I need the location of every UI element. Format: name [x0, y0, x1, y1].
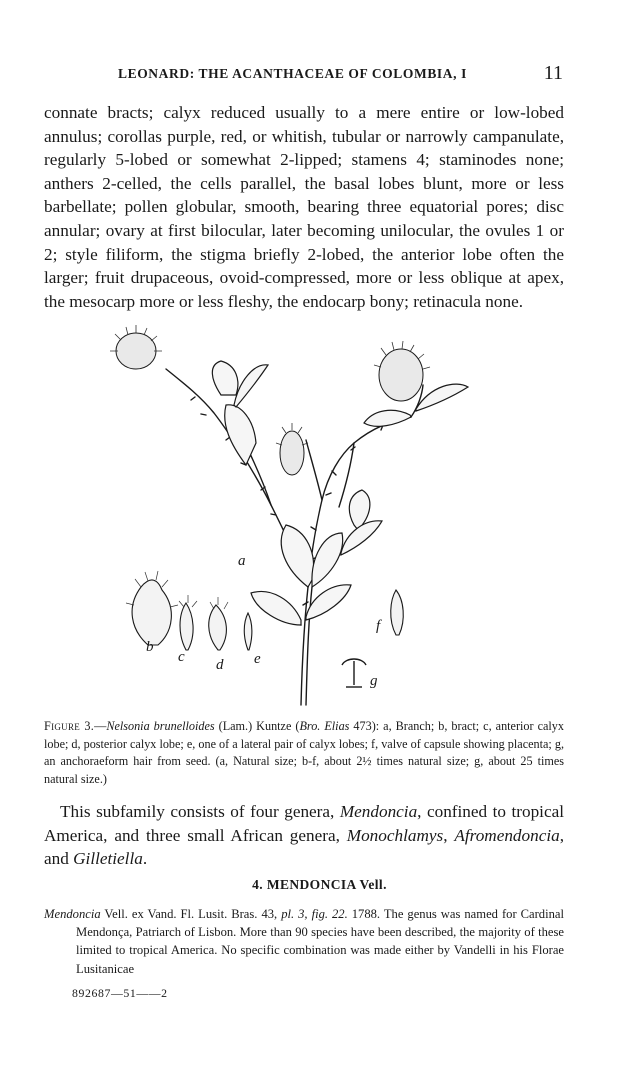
figure-label-b: b [146, 639, 154, 655]
p2-genus-1: Mendoncia [339, 802, 418, 821]
p2-genus-2: Monochlamys [346, 825, 444, 845]
leaf-lower-right [306, 585, 351, 620]
spike-top-right [379, 349, 423, 401]
detail-capsule-valve [391, 590, 404, 635]
p2-text-5: . [142, 849, 148, 868]
page-number: 11 [543, 62, 563, 84]
leaf-center-1 [281, 525, 313, 587]
figure-label-g: g [370, 673, 378, 689]
p3-citation: Vell. ex Vand. Fl. Lusit. Bras. 43, [100, 907, 282, 921]
spike-top-left [116, 333, 156, 369]
p3-rest: 1788. The genus was named for Cardinal Mendonça, Patriarch of Lisbon. More than 90 species have been described, the majority of these limited to tropical America. No specific combination was made either by Vandelli in his Florae Lusitanicae [76, 907, 564, 976]
leaf-lower-left [251, 592, 301, 625]
detail-anterior-calyx-lobe [180, 603, 193, 650]
detail-posterior-calyx-lobe [209, 605, 227, 650]
caption-label: Figure 3. [44, 719, 95, 733]
p2-text-1: This subfamily consists of four genera, [60, 802, 340, 821]
detail-lateral-calyx-lobe [244, 613, 252, 650]
p2-text-2: , confined to tropical America, and three small African genera, [44, 802, 564, 845]
subfamily-paragraph [44, 800, 564, 871]
figure-label-d: d [216, 657, 224, 673]
caption-authority: (Lam.) Kuntze ( [214, 719, 300, 733]
detail-bract [132, 580, 171, 645]
figure-caption: Figure 3.—Nelsonia brunelloides (Lam.) Kuntze (Bro. Elias 473): a, Branch; b, bract; c, anterior calyx lobe; d, posterior calyx lobe; e, one of a lateral pair of calyx lobes; f, valve of capsule showing placenta; g, an anchoraeform hair from seed. (a, Natural size; b-f, about 2½ times natural size; g, about 25 times natural size.) [44, 719, 564, 786]
caption-species: Nelsonia brunelloides [106, 719, 215, 733]
figure-label-a: a [238, 553, 246, 569]
genus-paragraph [44, 905, 564, 978]
p2-text-4: , and [44, 825, 565, 868]
leaf-top-left [234, 365, 268, 407]
botanical-illustration [96, 325, 516, 710]
leaf-top-right-1 [364, 410, 411, 426]
leaf-top-right-2 [416, 384, 468, 411]
p3-genus: Mendoncia [44, 907, 101, 921]
p3-plate: pl. 3, fig. 22. [281, 907, 348, 921]
description-paragraph: connate bracts; calyx reduced usually to a mere entire or low-lobed annulus; corollas purple, red, or whitish, tubular or narrowly campanulate, regularly 5-lobed or somewhat 2-lipped; stamens 4; staminodes none; anthers 2-celled, the cells parallel, the basal lobes blunt, more or less barbellate; pollen globular, smooth, bearing three equatorial pores; disc annular; ovary at first bilocular, later becoming unilocular, the ovules 1 or 2; style filiform, the stigma briefly 2-lobed, the anterior lobe often the larger; fruit drupaceous, ovoid-compressed, more or less oblique at apex, the mesocarp more or less fleshy, the endocarp bony; retinacula none. [44, 103, 564, 311]
figure-label-f: f [376, 618, 381, 634]
p2-text-3: , [443, 825, 455, 845]
leaf-right-upper [341, 521, 382, 555]
leaf-center-2 [312, 533, 343, 587]
leaf-upper-left [212, 361, 238, 395]
nelsonia-drawing [96, 325, 516, 710]
printer-signature: 892687—51——2 [72, 986, 168, 1000]
running-head-title: LEONARD: THE ACANTHACEAE OF COLOMBIA, I [118, 66, 467, 81]
p2-genus-4: Gilletiella [73, 849, 143, 868]
caption-text: 473): a, Branch; b, bract; c, anterior calyx lobe; d, posterior calyx lobe; e, one of a lateral pair of calyx lobes; f, valve of capsule showing placenta; g, an anchoraeform hair from seed. (a, Natural size; b-f, about 2½ times natural size; g, about 25 times natural size.) [44, 719, 564, 786]
running-head [118, 64, 563, 86]
caption-collector: Bro. Elias [299, 719, 350, 733]
spike-center [280, 431, 304, 475]
detail-anchor-hair [342, 659, 366, 687]
figure-label-e: e [254, 651, 261, 667]
p2-genus-3: Afromendoncia [454, 825, 560, 845]
figure-label-c: c [178, 649, 185, 665]
section-heading: 4. MENDONCIA Vell. [252, 877, 387, 892]
